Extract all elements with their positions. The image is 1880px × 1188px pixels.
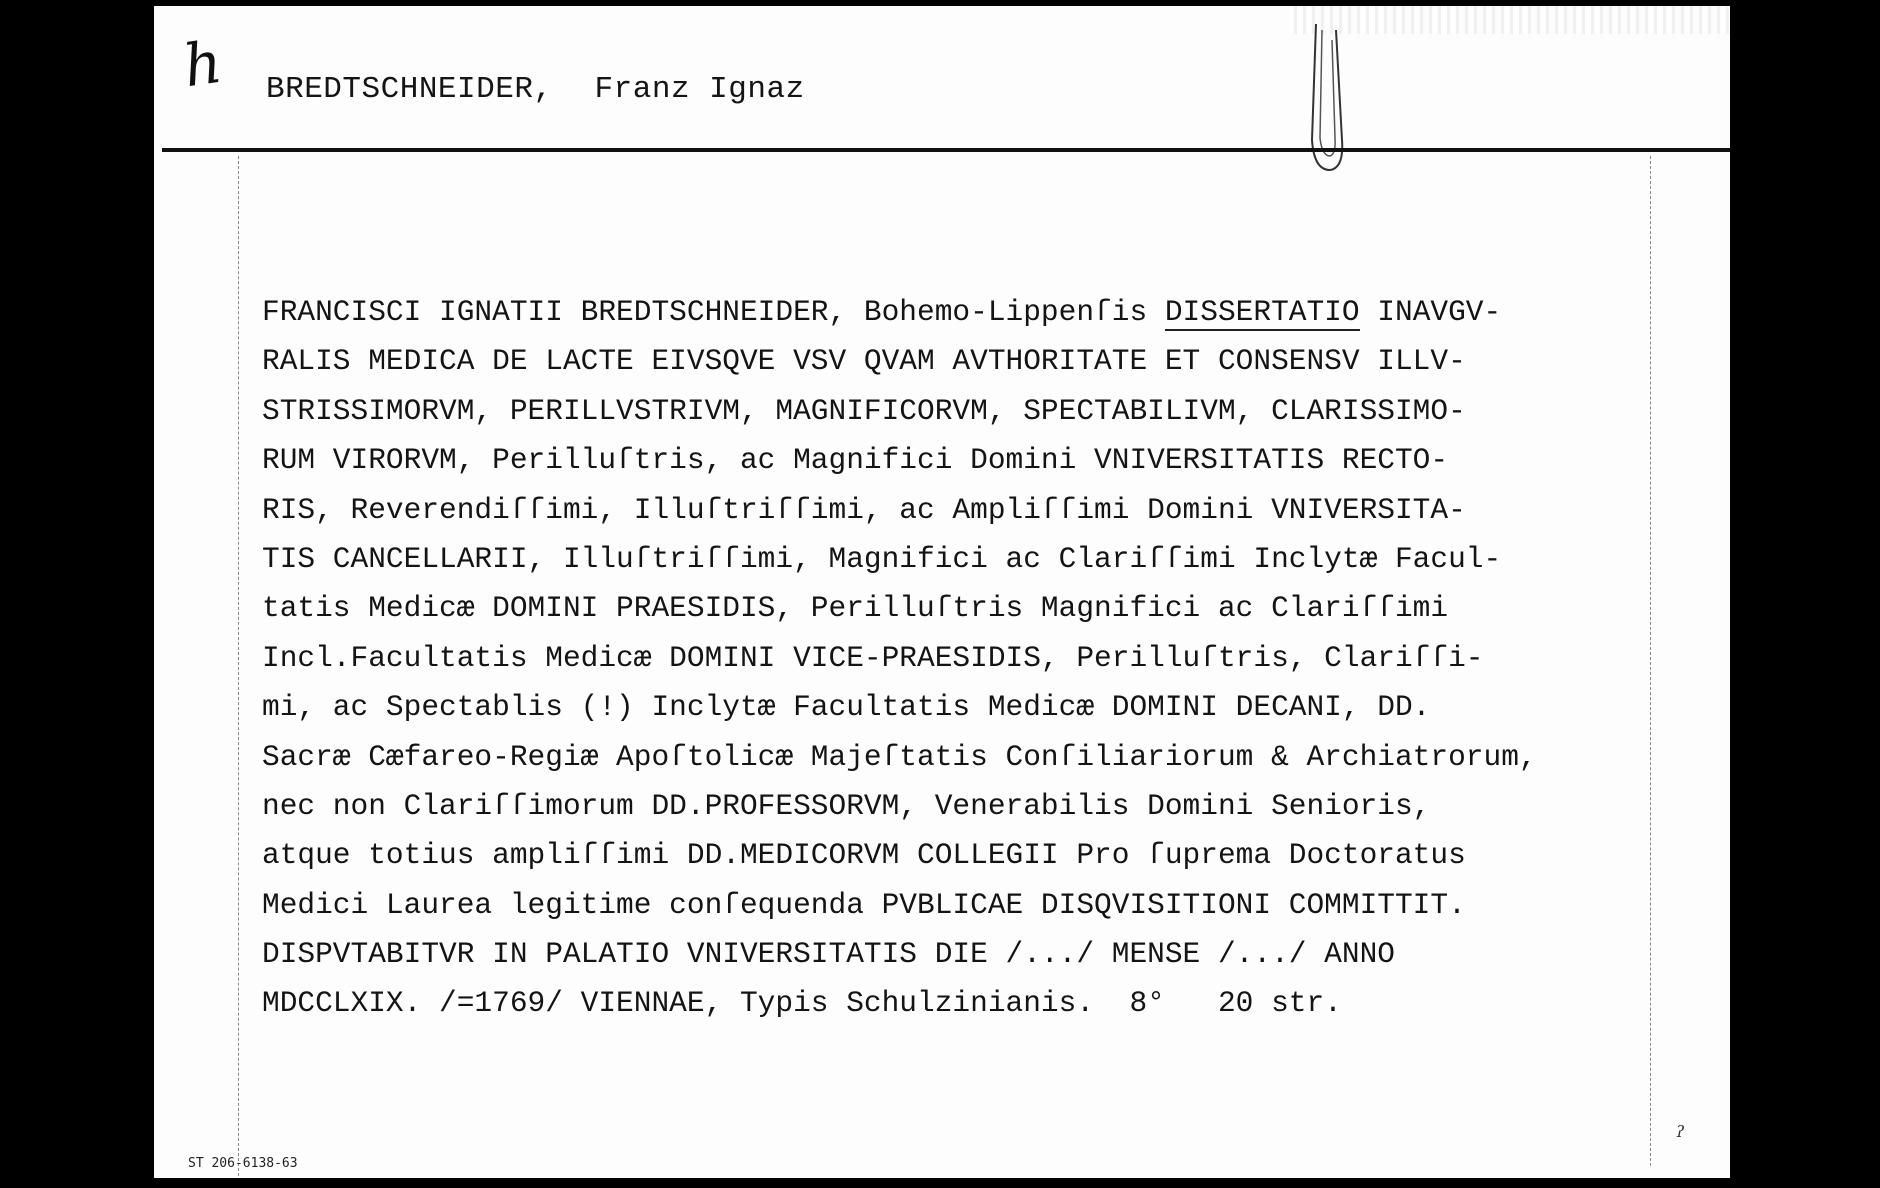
author-given-name: Franz Ignaz [594,72,805,107]
entry-line [262,584,1662,633]
entry-line [262,831,1662,880]
entry-line [262,436,1662,485]
entry-line [262,930,1662,979]
entry-text: Incl.Facultatis Medicæ DOMINI VICE-PRAESIDIS, Perilluſtris, Clariſſi- [262,640,1484,675]
entry-text: FRANCISCI IGNATII BREDTSCHNEIDER, Bohemo-Lippenſis [262,295,1165,329]
entry-text: INAVGV- [1359,295,1502,329]
corner-mark: ʔ [1676,1122,1685,1141]
entry-line [262,733,1662,782]
entry-text: atque totius ampliſſimi DD.MEDICORVM COLLEGII Pro ſuprema Doctoratus [262,838,1466,873]
entry-text: Sacræ Cæfareo-Regiæ Apoſtolicæ Majeſtatis Conſiliariorum & Archiatrorum, [262,739,1537,774]
entry-line [262,881,1662,930]
entry-line [262,979,1662,1028]
catalog-card [154,6,1730,1178]
header-divider [162,148,1730,152]
author-surname: BREDTSCHNEIDER, [266,72,553,107]
entry-text: nec non Clariſſimorum DD.PROFESSORVM, Venerabilis Domini Senioris, [262,788,1431,823]
entry-text: mi, ac Spectablis (!) Inclytæ Facultatis Medicæ DOMINI DECANI, DD. [262,690,1431,725]
entry-text: TIS CANCELLARII, Illuſtriſſimi, Magnifici ac Clariſſimi Inclytæ Facul- [262,541,1502,576]
entry-text: tatis Medicæ DOMINI PRAESIDIS, Perilluſtris Magnifici ac Clariſſimi [262,591,1449,626]
card-header [266,72,805,107]
entry-line [262,288,1662,337]
entry-line [262,337,1662,386]
entry-text: Medici Laurea legitime conſequenda PVBLICAE DISQVISITIONI COMMITTIT. [262,887,1466,922]
entry-text: RIS, Reverendiſſimi, Illuſtriſſimi, ac Ampliſſimi Domini VNIVERSITA- [262,492,1466,527]
handwritten-mark: h [179,27,226,101]
bibliographic-entry [262,288,1662,1029]
card-catalog-code: ST 206-6138-63 [188,1156,298,1171]
entry-line [262,683,1662,732]
entry-text: RUM VIRORVM, Perilluſtris, ac Magnifici Domini VNIVERSITATIS RECTO- [262,443,1449,478]
paperclip-icon [1302,20,1350,180]
entry-text: DISPVTABITVR IN PALATIO VNIVERSITATIS DIE /.../ MENSE /.../ ANNO [262,937,1395,972]
entry-line [262,486,1662,535]
entry-line [262,782,1662,831]
entry-text: STRISSIMORVM, PERILLVSTRIVM, MAGNIFICORVM, SPECTABILIVM, CLARISSIMO- [262,393,1466,428]
entry-text: RALIS MEDICA DE LACTE EIVSQVE VSV QVAM AVTHORITATE ET CONSENSV ILLV- [262,344,1466,379]
entry-underlined-text: DISSERTATIO [1164,295,1360,329]
scan-noise [1294,6,1730,34]
entry-line [262,535,1662,584]
entry-line [262,387,1662,436]
entry-line [262,634,1662,683]
entry-text: MDCCLXIX. /=1769/ VIENNAE, Typis Schulzinianis. 8° 20 str. [262,986,1342,1021]
left-margin-line [238,156,239,1176]
